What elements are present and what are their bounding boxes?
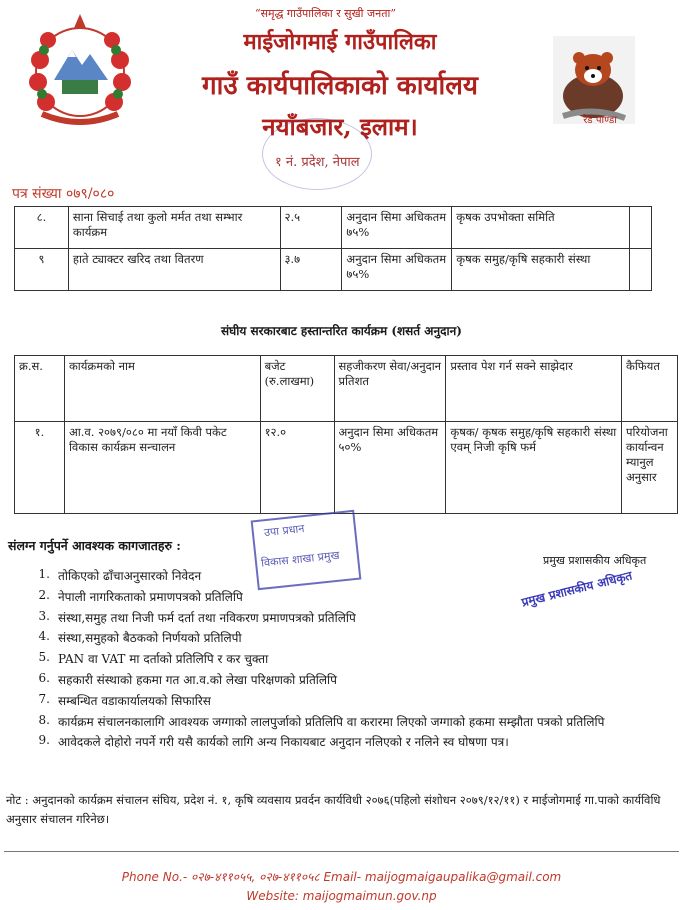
documents-list bbox=[28, 567, 668, 754]
table-cell: ३.७ bbox=[280, 249, 342, 291]
divider bbox=[4, 851, 679, 852]
section-title: संघीय सरकारबाट हस्तान्तरित कार्यक्रम (शसर्त अनुदान) bbox=[221, 324, 462, 338]
org-name: माईजोगमाई गाउँपालिका bbox=[243, 29, 437, 55]
list-item: 1. तोकिएको ढाँचाअनुसारको निवेदन bbox=[38, 567, 202, 583]
list-item: 2. नेपाली नागरिकताको प्रमाणपत्रको प्रतिलिपि bbox=[38, 587, 243, 604]
panda-caption: रेड पाण्डा bbox=[583, 115, 617, 126]
office-name: गाउँ कार्यपालिकाको कार्यालय bbox=[202, 71, 478, 101]
federal-program-table bbox=[14, 355, 678, 514]
documents-title: संलग्न गर्नुपर्ने आवश्यक कागजातहरु : bbox=[8, 538, 181, 553]
table-row bbox=[15, 422, 678, 514]
table-cell: परियोजना कार्यान्वन म्यानुल अनुसार bbox=[621, 422, 677, 514]
table-cell: ८. bbox=[15, 207, 69, 249]
table-row bbox=[15, 249, 652, 291]
note: नोट : अनुदानको कार्यक्रम संचालन संघिय, प्रदेश नं. १, कृषि व्यवसाय प्रवर्दन कार्यविधी २०७६(पहिलो संशोधन २०७९/१२/११) र माईजोगमाई गा.पाको कार्यविधि अनुसार संचालन गरिनेछ। bbox=[6, 793, 661, 826]
table-cell bbox=[629, 207, 651, 249]
list-item: 7. सम्बन्धित वडाकार्यालयको सिफारिस bbox=[38, 691, 211, 708]
table-cell: २.५ bbox=[280, 207, 342, 249]
program-table-continued bbox=[14, 206, 652, 291]
list-item: 9. आवेदकले दोहोरो नपर्ने गरी यसै कार्यको लागि अन्य निकायबाट अनुदान नलिएको र नलिने स्व घोषणा पत्र। bbox=[38, 733, 509, 750]
column-header: बजेट (रु.लाखमा) bbox=[260, 356, 334, 422]
table-cell: अनुदान सिमा अधिकतम ५०% bbox=[334, 422, 446, 514]
office-address: नयाँबजार, इलाम। bbox=[262, 112, 418, 141]
list-item: 4. संस्था,समुहको बैठकको निर्णयको प्रतिलिपी bbox=[38, 629, 242, 646]
table-cell: कृषक/ कृषक समुह/कृषि सहकारी संस्था एवम् निजी कृषि फर्म bbox=[446, 422, 622, 514]
table-cell: साना सिचाई तथा कुलो मर्मत तथा सम्भार कार्यक्रम bbox=[68, 207, 280, 249]
table-cell: आ.व. २०७९/०८० मा नयाँ किवी पकेट विकास कार्यक्रम सन्चालन bbox=[64, 422, 260, 514]
table-cell: हाते ट्याक्टर खरिद तथा वितरण bbox=[68, 249, 280, 291]
red-panda-image bbox=[553, 36, 635, 124]
footer-website: Website: maijogmaimun.gov.np bbox=[246, 889, 437, 903]
list-item: 3. संस्था,समुह तथा निजी फर्म दर्ता तथा नविकरण प्रमाणपत्रको प्रतिलिपि bbox=[38, 608, 356, 625]
footer-contact: Phone No.- ०२७-४११०५५, ०२७-४११०५८ Email- maijogmaigaupalika@gmail.com bbox=[121, 870, 562, 884]
table-cell: कृषक समुह/कृषि सहकारी संस्था bbox=[452, 249, 630, 291]
motto: “समृद्ध गाउँपालिका र सुखी जनता” bbox=[255, 7, 396, 20]
signatory-title: प्रमुख प्रशासकीय अधिकृत bbox=[543, 554, 647, 567]
table-cell: कृषक उपभोक्ता समिति bbox=[452, 207, 630, 249]
column-header: सहजीकरण सेवा/अनुदान प्रतिशत bbox=[334, 356, 446, 422]
column-header: कार्यक्रमको नाम bbox=[64, 356, 260, 422]
table-cell bbox=[629, 249, 651, 291]
stamp-line: उपा प्रधान bbox=[263, 522, 306, 540]
nepal-emblem-icon bbox=[24, 10, 136, 130]
reference-number: पत्र संख्या ०७९/०८० bbox=[12, 186, 115, 202]
table-cell: १२.० bbox=[260, 422, 334, 514]
list-item: 5. PAN वा VAT मा दर्ताको प्रतिलिपि र कर चुक्ता bbox=[38, 650, 269, 667]
list-item: 6. सहकारी संस्थाको हकमा गत आ.व.को लेखा परिक्षणको प्रतिलिपि bbox=[38, 670, 337, 687]
stamp-line: विकास शाखा प्रमुख bbox=[260, 548, 341, 570]
table-cell: ९ bbox=[15, 249, 69, 291]
table-cell: अनुदान सिमा अधिकतम ७५% bbox=[342, 207, 452, 249]
column-header: कैफियत bbox=[621, 356, 677, 422]
column-header: क्र.स. bbox=[15, 356, 65, 422]
table-row bbox=[15, 207, 652, 249]
table-header-row bbox=[15, 356, 678, 422]
table-cell: १. bbox=[15, 422, 65, 514]
column-header: प्रस्ताव पेश गर्न सक्ने साझेदार bbox=[446, 356, 622, 422]
table-cell: अनुदान सिमा अधिकतम ७५% bbox=[342, 249, 452, 291]
blue-stamp: प्रमुख प्रशासकीय अधिकृत bbox=[520, 568, 634, 610]
list-item: 8. कार्यक्रम संचालनकालागि आवश्यक जग्गाको लालपुर्जाको प्रतिलिपि वा करारमा लिएको जग्गाको हकमा सम्झौता पत्रको प्रतिलिपि bbox=[38, 712, 605, 729]
province: १ नं. प्रदेश, नेपाल bbox=[275, 155, 360, 170]
